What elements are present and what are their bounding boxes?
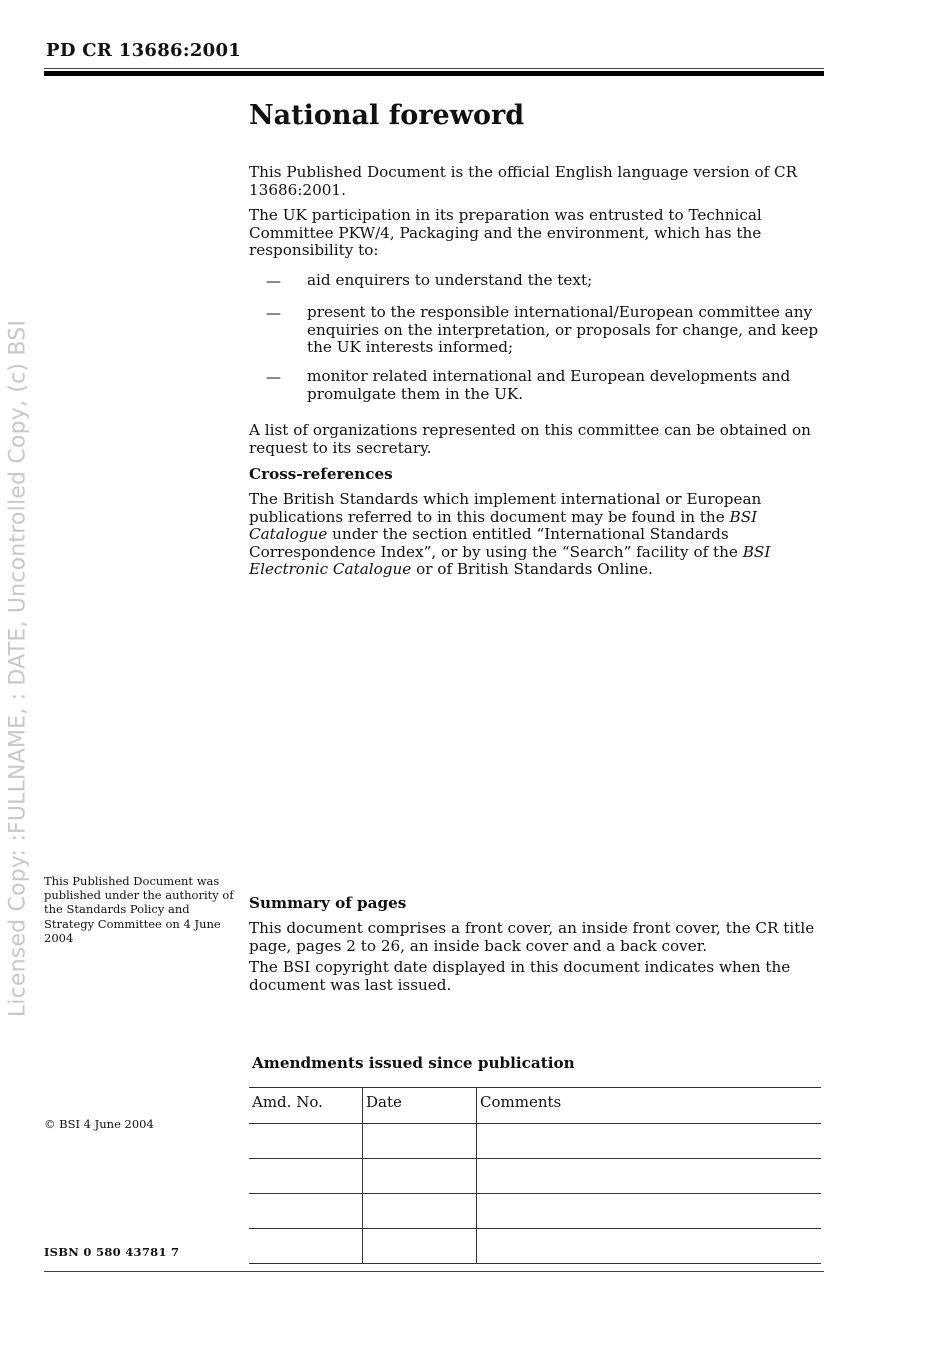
table-cell bbox=[249, 1124, 363, 1159]
column-header-amd-no: Amd. No. bbox=[249, 1088, 363, 1124]
cross-references-heading: Cross-references bbox=[249, 465, 393, 483]
copyright-date-note: The BSI copyright date displayed in this document indicates when the document was last issued. bbox=[249, 958, 791, 994]
header-rule-thin bbox=[44, 68, 824, 69]
watermark-text: Licensed Copy: :FULLNAME, : DATE, Uncontrolled Copy, (c) BSI bbox=[5, 319, 31, 1018]
cross-ref-text: or of British Standards Online. bbox=[411, 560, 653, 578]
column-header-comments: Comments bbox=[477, 1088, 822, 1124]
intro-paragraph: This Published Document is the official English language version of CR 13686:2001. bbox=[249, 163, 798, 199]
bullet-item: monitor related international and European developments and promulgate them in the UK. bbox=[307, 367, 791, 403]
table-cell bbox=[477, 1124, 822, 1159]
table-row bbox=[249, 1124, 821, 1159]
bullet-item: aid enquirers to understand the text; bbox=[307, 271, 593, 289]
table-row bbox=[249, 1159, 821, 1194]
summary-heading: Summary of pages bbox=[249, 894, 407, 912]
bsi-catalogue-title: BSI Catalogue bbox=[249, 507, 758, 543]
column-header-date: Date bbox=[363, 1088, 477, 1124]
table-cell bbox=[249, 1194, 363, 1229]
isbn-number: ISBN 0 580 43781 7 bbox=[44, 1245, 180, 1259]
committee-list-note: A list of organizations represented on this committee can be obtained on request to its secretary. bbox=[249, 421, 811, 457]
participation-paragraph: The UK participation in its preparation was entrusted to Technical Committee PKW/4, Packaging and the environment, which has the responsibility to: bbox=[249, 206, 762, 259]
footer-rule bbox=[44, 1271, 824, 1272]
cross-references-paragraph bbox=[249, 491, 824, 579]
amendments-heading: Amendments issued since publication bbox=[252, 1054, 575, 1072]
table-cell bbox=[363, 1124, 477, 1159]
table-cell bbox=[363, 1229, 477, 1264]
table-row bbox=[249, 1229, 821, 1264]
table-cell bbox=[477, 1194, 822, 1229]
cross-ref-text: under the section entitled “International Standards Correspondence Index”, or by using the “Search” facility of the bbox=[249, 525, 743, 561]
table-cell bbox=[363, 1159, 477, 1194]
amendments-table bbox=[249, 1087, 821, 1264]
header-rule-thick bbox=[44, 71, 824, 76]
table-header-row bbox=[249, 1088, 821, 1124]
table-row bbox=[249, 1194, 821, 1229]
table-cell bbox=[477, 1229, 822, 1264]
bsi-electronic-catalogue-title: BSI Electronic Catalogue bbox=[249, 542, 771, 578]
published-authority-note: This Published Document was published under the authority of the Standards Policy and Strategy Committee on 4 June 2004 bbox=[44, 874, 234, 945]
copyright-notice: © BSI 4 June 2004 bbox=[44, 1117, 154, 1131]
table-cell bbox=[249, 1229, 363, 1264]
summary-paragraph: This document comprises a front cover, an inside front cover, the CR title page, pages 2 to 26, an inside back cover and a back cover. bbox=[249, 919, 815, 955]
bullet-item: present to the responsible international/European committee any enquiries on the interpretation, or proposals for change, and keep the UK interests informed; bbox=[307, 303, 819, 356]
cross-ref-text: The British Standards which implement international or European publications referred to in this document may be found in the bbox=[249, 490, 762, 526]
bullet-dash: — bbox=[266, 272, 281, 290]
document-id: PD CR 13686:2001 bbox=[46, 40, 242, 61]
table-cell bbox=[477, 1159, 822, 1194]
bullet-dash: — bbox=[266, 304, 281, 322]
bullet-dash: — bbox=[266, 368, 281, 386]
table-cell bbox=[249, 1159, 363, 1194]
page-title: National foreword bbox=[249, 100, 525, 131]
table-cell bbox=[363, 1194, 477, 1229]
